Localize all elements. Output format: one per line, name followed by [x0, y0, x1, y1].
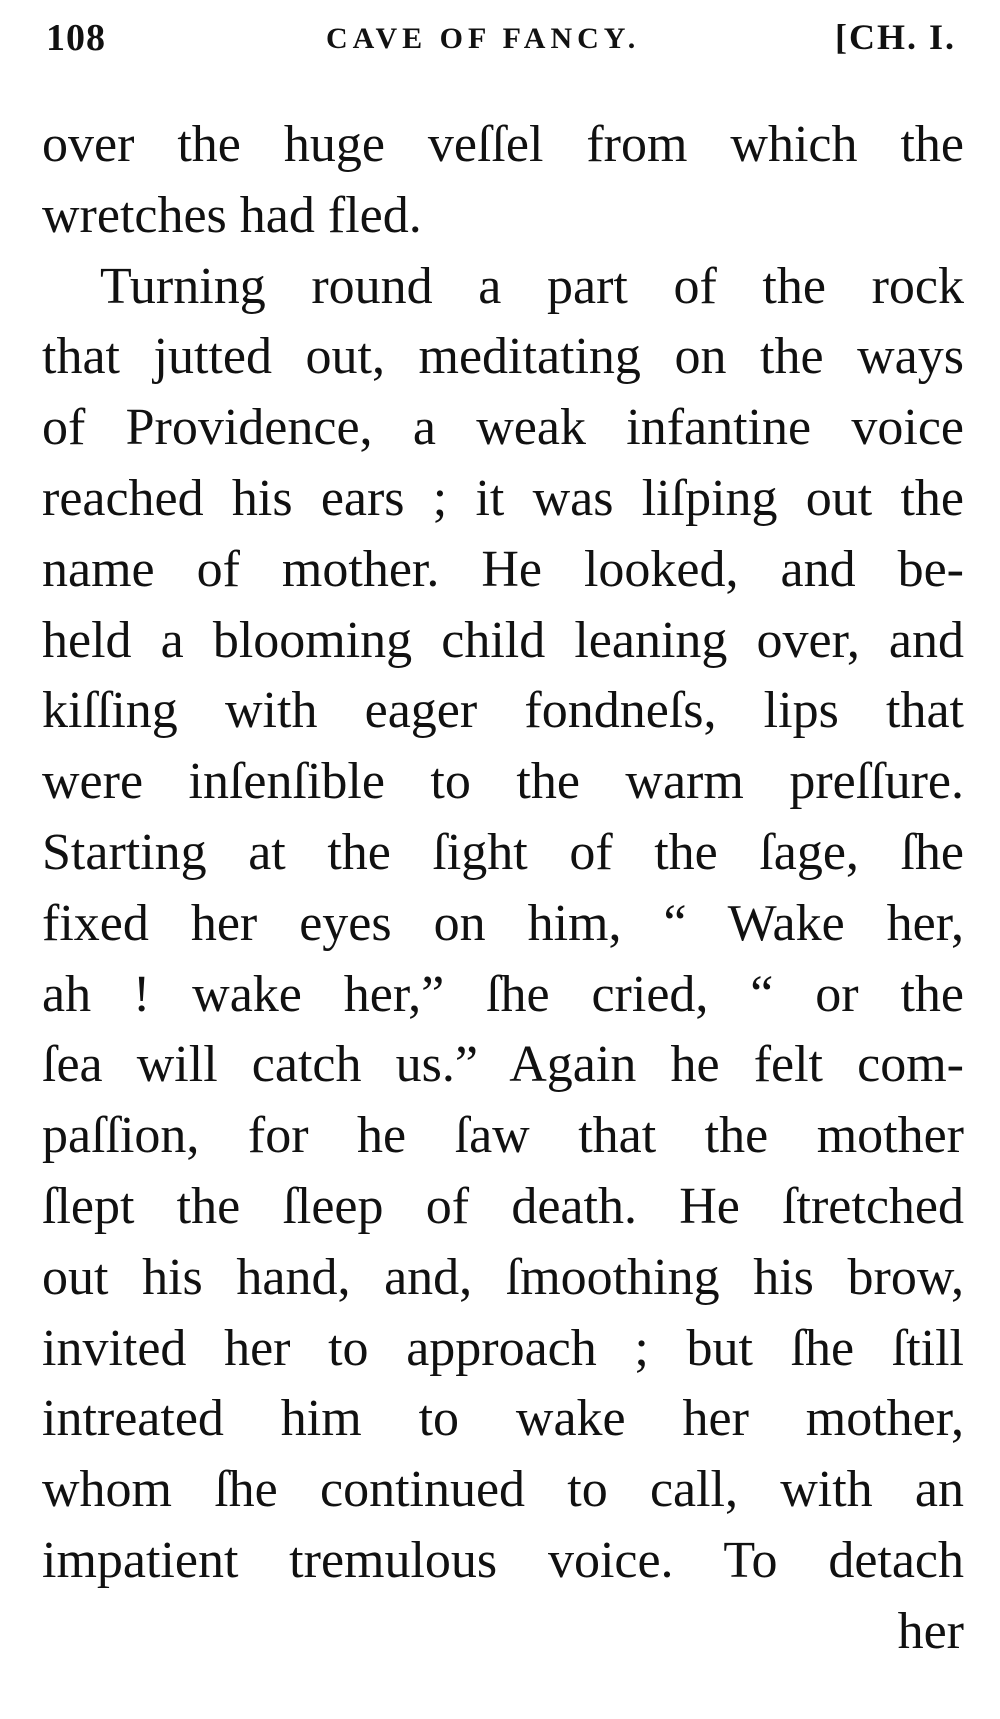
text-line: were inſenſible to the warm preſſure.: [42, 753, 964, 811]
text-line: invited her to approach ; but ſhe ſtill: [42, 1319, 964, 1377]
body-text: [42, 110, 964, 1668]
text-line: name of mother. He looked, and be-: [42, 540, 964, 598]
text-line: ſea will catch us.” Again he felt com-: [42, 1036, 964, 1094]
text-line: held a blooming child leaning over, and: [42, 611, 964, 669]
text-line: wretches had fled.: [42, 186, 422, 244]
text-line: of Providence, a weak infantine voice: [42, 399, 964, 457]
text-line: impatient tremulous voice. To detach: [42, 1531, 964, 1589]
text-line: out his hand, and, ſmoothing his brow,: [42, 1248, 964, 1306]
text-line: that jutted out, meditating on the ways: [42, 328, 964, 386]
text-line: whom ſhe continued to call, with an: [42, 1461, 964, 1519]
text-line: paſſion, for he ſaw that the mother: [42, 1107, 964, 1165]
text-line: intreated him to wake her mother,: [42, 1390, 964, 1448]
text-line: over the huge veſſel from which the: [42, 116, 964, 173]
text-line: Turning round a part of the rock: [100, 257, 964, 315]
text-line: kiſſing with eager fondneſs, lips that: [42, 682, 964, 740]
running-title: CAVE OF FANCY.: [326, 22, 641, 55]
text-line: fixed her eyes on him, “ Wake her,: [42, 894, 964, 952]
page-number: 108: [46, 17, 106, 59]
text-line: reached his ears ; it was liſping out the: [42, 469, 964, 527]
chapter-marker: [CH. I.: [835, 17, 956, 57]
catchword: her: [897, 1602, 964, 1660]
text-line: ah ! wake her,” ſhe cried, “ or the: [42, 965, 964, 1023]
text-line: ſlept the ſleep of death. He ſtretched: [42, 1177, 964, 1235]
running-head: [46, 16, 956, 76]
text-line: Starting at the ſight of the ſage, ſhe: [42, 823, 964, 881]
